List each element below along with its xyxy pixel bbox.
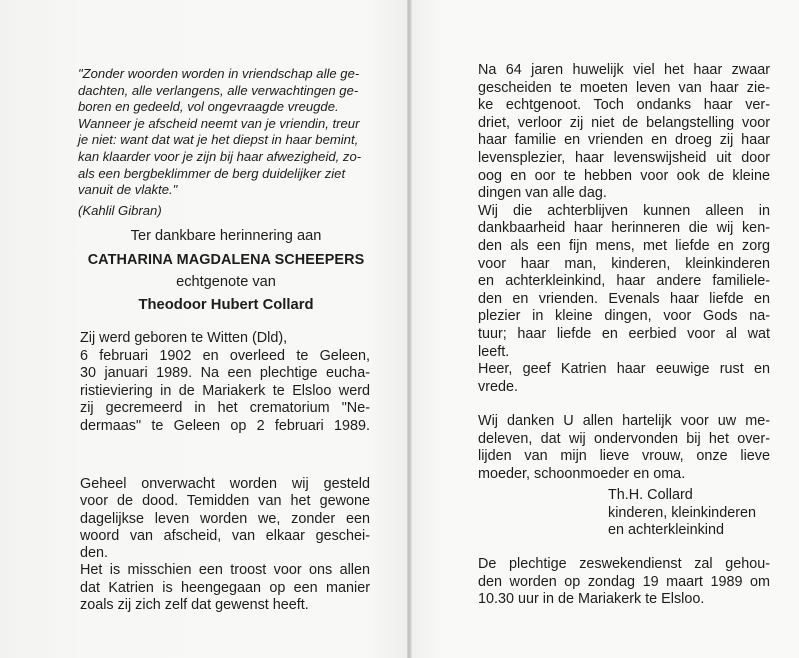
spouse-name: Theodoor Hubert Collard [138,297,314,314]
relation-text: echtgenote van [176,274,276,291]
tribute-line: leeft. [478,343,510,360]
thanks-paragraph [478,413,770,483]
tribute-line: den als een fijn mens, met liefde en zorg [478,237,770,254]
reflection-line: den. [80,545,109,562]
tribute-paragraph [478,62,770,396]
service-announcement [478,556,770,609]
signature-line: kinderen, kleinkinderen [608,504,756,521]
quote-line: je niet: want dat wat je het diepst in haar bemint, [78,132,359,148]
quote-line: vanuit de vlakte." [78,182,178,198]
tribute-line: en achterkleinkind, haar andere familiele- [478,273,770,290]
tribute-line: dankbaarheid haar herinneren die wij ken- [478,220,770,237]
biography-line: zij gecremeerd in het crematorium "Ne- [80,400,370,417]
signature-line: en achterkleinkind [608,522,724,539]
biography-line: 30 januari 1989. Na een plechtige eucha- [80,365,370,382]
tribute-line: gescheiden te moeten leven van haar zie- [478,79,770,96]
quote-line: dachten, alle verlangens, alle verwachtingen ge- [78,82,359,98]
quote-attribution: (Kahlil Gibran) [78,202,162,218]
deceased-name: CATHARINA MAGDALENA SCHEEPERS [87,251,365,268]
reflection-line: voor de dood. Temidden van het gewone [80,493,370,510]
tribute-line: vrede. [478,378,518,395]
tribute-line: ke echtgenoot. Toch ondanks haar ver- [478,97,770,114]
thanks-line: moeder, schoonmoeder en oma. [478,465,686,482]
tribute-line: den en vrienden. Evenals haar liefde en [478,290,770,307]
biography-line: 6 februari 1902 en overleed te Geleen, [80,347,370,364]
thanks-line: lijden van mijn lieve vrouw, onze lieve [478,448,770,465]
service-line: De plechtige zeswekendienst zal gehou- [478,556,770,572]
dedication [78,228,374,315]
signature-block [608,487,778,540]
service-line: den worden op zondag 19 maart 1989 om [478,573,770,590]
thanks-line: Wij danken U allen hartelijk voor uw me- [478,413,770,429]
card-fold [407,0,412,658]
tribute-line: levensplezier, haar levenswijsheid uit door [478,149,770,166]
biography [80,330,370,436]
biography-line: dermaas" te Geleen op 2 februari 1989. [80,417,370,434]
tribute-line: Na 64 jaren huwelijk viel het haar zwaar [478,62,770,78]
biography-line: ristieviering in de Mariakerk te Elsloo werd [80,382,370,399]
tribute-line: tuur; haar liefde en eerbied voor al wat [478,325,770,342]
reflection-paragraph [80,476,370,614]
service-line: 10.30 uur in de Mariakerk te Elsloo. [478,591,705,608]
thanks-line: deleven, dat wij ondervonden bij het over- [478,430,770,447]
quote-line: kan klaarder voor je zijn bij haar afwezigheid, zo- [78,148,362,164]
tribute-line: Heer, geef Katrien haar eeuwige rust en [478,361,770,378]
quote-line: boren en gedeeld, vol ongevraagde vreugde. [78,99,339,115]
biography-line: Zij werd geboren te Witten (Dld), [80,330,288,346]
tribute-line: dingen van alle dag. [478,185,607,202]
signature-line: Th.H. Collard [608,487,693,503]
reflection-line: Geheel onverwacht worden wij gesteld [80,476,370,492]
quote-line: "Zonder woorden worden in vriendschap alle ge- [78,66,360,81]
reflection-line: dat Katrien is heengegaan op een manier [80,579,370,596]
tribute-line: plezier in kleine dingen, voor Gods na- [478,308,770,325]
reflection-line: woord van afscheid, van elkaar geschei- [80,527,370,544]
quote-line: als een bergbeklimmer de berg duidelijker ziet [78,165,346,181]
quote-line: Wanneer je afscheid neemt van je vriendin, treur [78,115,360,131]
tribute-line: Wij die achterblijven kunnen alleen in [478,202,770,219]
gibran-quote [78,66,374,219]
reflection-line: dagelijkse leven worden we, zonder een [80,510,370,527]
tribute-line: driet, verloor zij niet de belangstelling voor [478,114,770,131]
tribute-line: voor haar man, kinderen, kleinkinderen [478,255,770,272]
reflection-line: zoals zij zich zelf dat gewenst heeft. [80,597,309,614]
reflection-line: Het is misschien een troost voor ons allen [80,562,370,579]
dedication-intro: Ter dankbare herinnering aan [130,228,322,244]
tribute-line: haar familie en vrienden en droeg zij haar [478,132,770,149]
tribute-line: oog en oor te hebben voor ook de kleine [478,167,770,184]
